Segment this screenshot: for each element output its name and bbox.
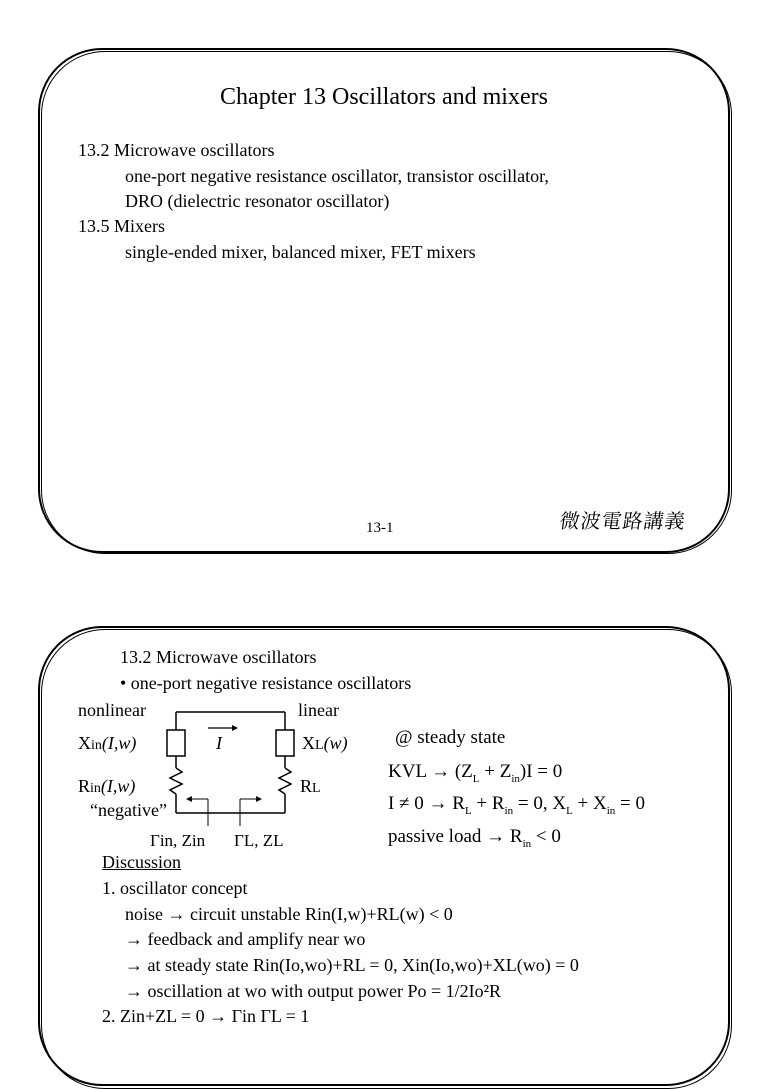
nonlinear-label: nonlinear: [78, 700, 146, 720]
negative-label: “negative”: [90, 800, 167, 820]
linear-label: linear: [298, 700, 339, 720]
steady-state-label: @ steady state: [395, 727, 506, 748]
discussion-line-3: → feedback and amplify near wo: [125, 929, 366, 949]
xl-reactance-box: [276, 730, 294, 756]
xl-label: XL(w): [302, 733, 348, 753]
gamma-in-label: Γin, Zin: [150, 831, 206, 850]
rl-label: RL: [300, 776, 321, 796]
slide-1-line-4: 13.5 Mixers: [78, 216, 165, 236]
current-label: I: [216, 733, 222, 753]
discussion-line-1: 1. oscillator concept: [102, 878, 248, 898]
slide-1-line-3: DRO (dielectric resonator oscillator): [125, 191, 390, 211]
slide-1-line-1: 13.2 Microwave oscillators: [78, 140, 275, 160]
rin-resistor: [170, 768, 182, 794]
kvl-equation: KVL → $(Z_L + Z_{in})I = 0$: [388, 761, 563, 785]
discussion-line-4: → at steady state Rin(Io,wo)+RL = 0, Xin(Io,wo)+XL(wo) = 0: [125, 955, 579, 975]
discussion-line-6: 2. Zin+ZL = 0 → Γin ΓL = 1: [102, 1006, 310, 1026]
slide-1-title: Chapter 13 Oscillators and mixers: [220, 84, 548, 110]
slide-1-footer-chinese: 微波電路講義: [558, 509, 688, 533]
rl-resistor: [279, 768, 291, 794]
slide-2-heading: 13.2 Microwave oscillators: [120, 647, 317, 667]
slide-1-line-5: single-ended mixer, balanced mixer, FET mixers: [125, 242, 476, 262]
xin-reactance-box: [167, 730, 185, 756]
condition-equation: $I \ne 0 \to R_L + R_{in} = 0$, $X_L + X_{in} = 0$: [388, 793, 646, 817]
discussion-title: Discussion: [102, 852, 182, 872]
discussion-line-5: → oscillation at wo with output power Po = 1/2Io²R: [125, 981, 502, 1001]
slide-1-page-number: 13-1: [366, 520, 394, 536]
passive-load-equation: passive load → $R_{in} < 0$: [388, 826, 561, 850]
rin-label: Rin(I,w): [78, 776, 136, 796]
discussion-line-2: noise → circuit unstable Rin(I,w)+RL(w) < 0: [125, 904, 453, 924]
xin-label: Xin(I,w): [78, 733, 137, 753]
slide-2-bullet: • one-port negative resistance oscillators: [120, 673, 412, 693]
gamma-l-label: ΓL, ZL: [234, 831, 284, 850]
slide-1-line-2: one-port negative resistance oscillator, transistor oscillator,: [125, 166, 549, 186]
